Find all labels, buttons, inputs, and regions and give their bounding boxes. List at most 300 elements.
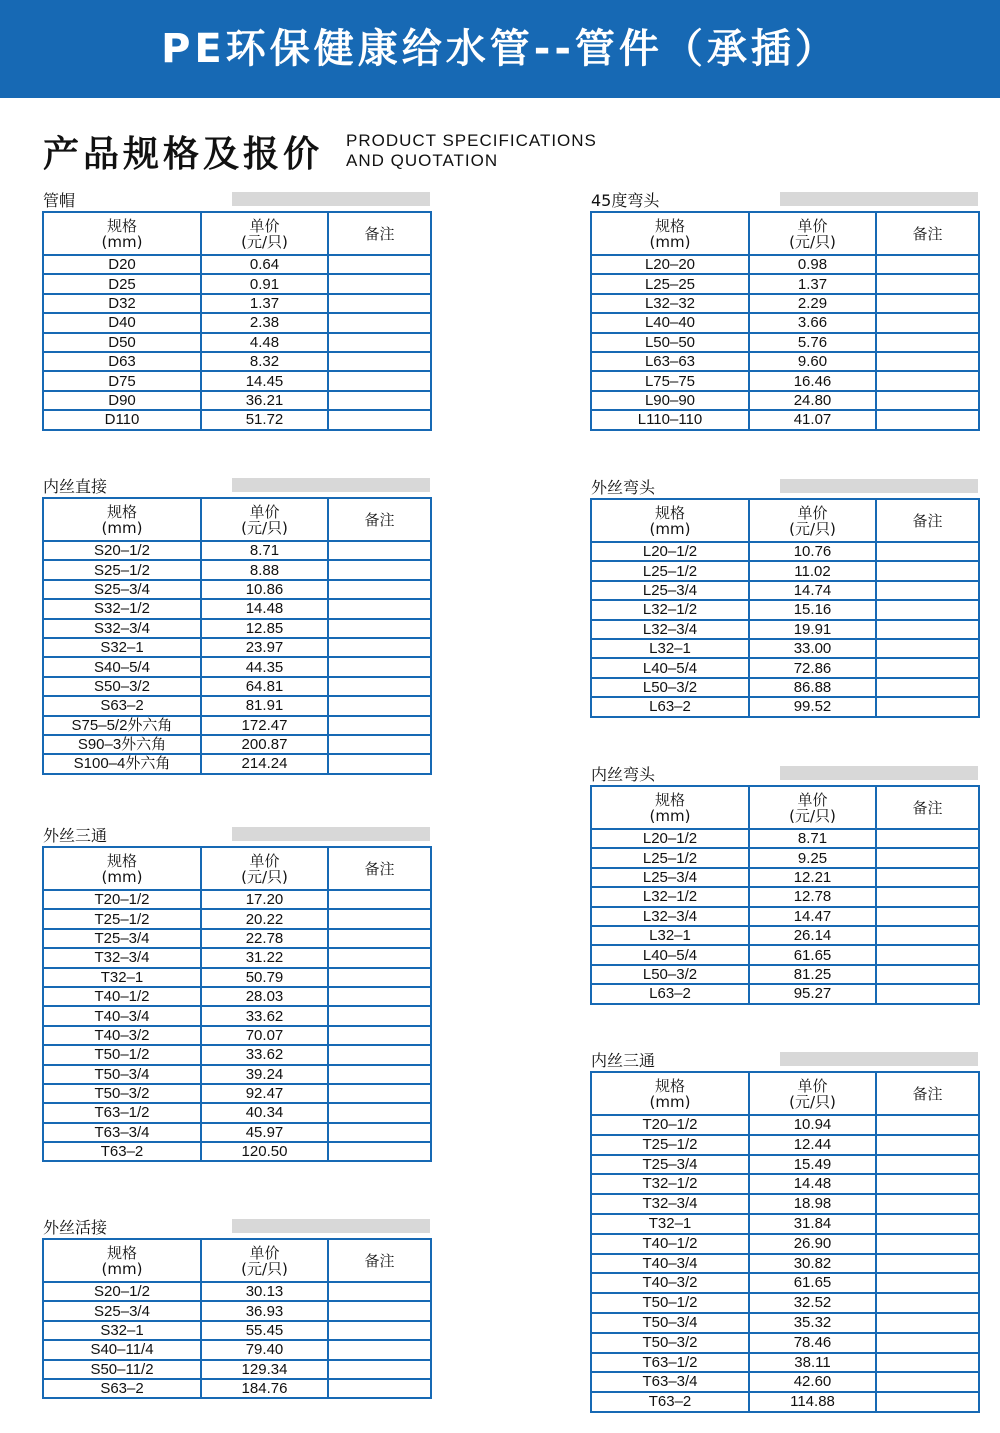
price-cell: 50.79 (201, 968, 328, 987)
price-column-header (749, 499, 876, 542)
spec-column-header (591, 786, 749, 829)
price-cell: 172.47 (201, 716, 328, 735)
spec-cell: S20–1/2 (43, 1282, 201, 1301)
note-cell (328, 1379, 431, 1398)
table-header-row (43, 498, 431, 541)
price-cell: 36.21 (201, 391, 328, 410)
note-cell (876, 868, 979, 887)
price-cell: 81.91 (201, 696, 328, 715)
table-row (43, 1065, 431, 1084)
note-cell (876, 274, 979, 293)
table-row (43, 410, 431, 429)
table-row (43, 1379, 431, 1398)
table-row (591, 868, 979, 887)
price-cell: 15.16 (749, 600, 876, 619)
note-cell (328, 352, 431, 371)
note-cell (328, 696, 431, 715)
spec-cell: S32–1/2 (43, 599, 201, 618)
spec-cell: T32–1/2 (591, 1174, 749, 1194)
price-cell: 28.03 (201, 987, 328, 1006)
price-cell: 19.91 (749, 620, 876, 639)
spec-cell: T50–3/2 (591, 1333, 749, 1353)
table-row (591, 542, 979, 561)
price-table (42, 1238, 432, 1399)
price-header-unit: (元/只) (241, 1259, 288, 1278)
price-cell: 31.84 (749, 1214, 876, 1234)
section-title: 外丝活接 (43, 1218, 108, 1237)
note-cell (328, 541, 431, 560)
spec-cell: T63–1/2 (591, 1353, 749, 1373)
table-row (43, 599, 431, 618)
section-header (590, 191, 978, 211)
table-row (591, 1135, 979, 1155)
table-row (43, 638, 431, 657)
spec-cell: L40–40 (591, 313, 749, 332)
table-row (591, 294, 979, 313)
price-cell: 2.38 (201, 313, 328, 332)
note-cell (328, 1006, 431, 1025)
table-header-row (591, 786, 979, 829)
spec-cell: T40–3/4 (43, 1006, 201, 1025)
note-cell (328, 968, 431, 987)
spec-cell: L25–3/4 (591, 581, 749, 600)
price-cell: 99.52 (749, 697, 876, 716)
table-row (591, 1214, 979, 1234)
table-header-row (591, 499, 979, 542)
price-cell: 24.80 (749, 391, 876, 410)
note-cell (328, 1123, 431, 1142)
spec-header-label: 规格 (654, 1076, 685, 1095)
price-cell: 61.65 (749, 1273, 876, 1293)
spec-column-header (591, 499, 749, 542)
note-cell (876, 1353, 979, 1373)
price-cell: 9.25 (749, 848, 876, 867)
section-title-bar (232, 192, 430, 206)
price-cell: 12.44 (749, 1135, 876, 1155)
price-cell: 17.20 (201, 890, 328, 909)
note-cell (876, 352, 979, 371)
note-cell (876, 887, 979, 906)
spec-cell: L32–1 (591, 926, 749, 945)
price-header-label: 单价 (797, 790, 828, 809)
price-cell: 64.81 (201, 677, 328, 696)
spec-cell: L40–5/4 (591, 658, 749, 677)
spec-cell: D25 (43, 274, 201, 293)
table-row (43, 909, 431, 928)
spec-cell: T40–3/4 (591, 1254, 749, 1274)
spec-cell: T40–1/2 (43, 987, 201, 1006)
note-cell (876, 620, 979, 639)
price-cell: 120.50 (201, 1142, 328, 1161)
table-header-row (591, 212, 979, 255)
section-female-elbow (590, 765, 978, 1005)
section-male-union (42, 1218, 430, 1399)
section-header (42, 826, 430, 846)
spec-header-label: 规格 (106, 851, 137, 870)
note-cell (876, 410, 979, 429)
table-row (591, 848, 979, 867)
spec-cell: D63 (43, 352, 201, 371)
page-heading: 产品规格及报价 (43, 134, 324, 175)
spec-column-header (591, 1072, 749, 1115)
table-row (591, 1293, 979, 1313)
note-cell (328, 1065, 431, 1084)
spec-header-unit: (mm) (101, 1259, 143, 1278)
note-cell (876, 561, 979, 580)
note-cell (876, 848, 979, 867)
section-title: 45度弯头 (591, 191, 660, 210)
price-cell: 14.74 (749, 581, 876, 600)
note-cell (876, 333, 979, 352)
spec-cell: T40–3/2 (43, 1026, 201, 1045)
spec-cell: D40 (43, 313, 201, 332)
note-cell (328, 754, 431, 773)
note-cell (876, 542, 979, 561)
table-row (591, 1174, 979, 1194)
price-header-label: 单价 (797, 1076, 828, 1095)
spec-cell: S50–3/2 (43, 677, 201, 696)
spec-header-unit: (mm) (649, 1092, 691, 1111)
price-column-header (201, 498, 328, 541)
table-row (43, 987, 431, 1006)
table-row (43, 391, 431, 410)
price-table (590, 785, 980, 1005)
table-row (43, 1103, 431, 1122)
note-cell (876, 1155, 979, 1175)
table-row (43, 696, 431, 715)
spec-cell: S40–5/4 (43, 657, 201, 676)
note-cell (876, 1214, 979, 1234)
note-cell (876, 697, 979, 716)
price-cell: 3.66 (749, 313, 876, 332)
price-cell: 8.71 (201, 541, 328, 560)
spec-cell: T63–2 (591, 1392, 749, 1412)
price-cell: 12.21 (749, 868, 876, 887)
section-title-bar (232, 478, 430, 492)
price-table (590, 498, 980, 718)
table-row (591, 658, 979, 677)
spec-cell: S63–2 (43, 696, 201, 715)
table-row (43, 1045, 431, 1064)
price-cell: 114.88 (749, 1392, 876, 1412)
table-row (591, 600, 979, 619)
spec-cell: L20–1/2 (591, 829, 749, 848)
spec-cell: S32–3/4 (43, 619, 201, 638)
note-cell (328, 580, 431, 599)
spec-cell: S25–3/4 (43, 580, 201, 599)
price-header-label: 单价 (249, 1243, 280, 1262)
price-cell: 30.82 (749, 1254, 876, 1274)
section-title: 内丝弯头 (591, 765, 656, 784)
price-header-unit: (元/只) (789, 806, 836, 825)
note-cell (876, 1333, 979, 1353)
spec-cell: S63–2 (43, 1379, 201, 1398)
table-row (591, 274, 979, 293)
price-cell: 79.40 (201, 1340, 328, 1359)
table-row (43, 890, 431, 909)
table-row (591, 639, 979, 658)
price-column-header (749, 1072, 876, 1115)
price-cell: 18.98 (749, 1194, 876, 1214)
price-table (590, 211, 980, 431)
table-row (591, 620, 979, 639)
price-cell: 33.00 (749, 639, 876, 658)
table-header-row (43, 1239, 431, 1282)
table-row (43, 1084, 431, 1103)
spec-cell: L25–25 (591, 274, 749, 293)
table-row (43, 1142, 431, 1161)
table-row (43, 1282, 431, 1301)
table-row (591, 333, 979, 352)
section-title-bar (780, 192, 978, 206)
table-row (591, 965, 979, 984)
note-cell (876, 255, 979, 274)
note-cell (328, 1142, 431, 1161)
price-header-unit: (元/只) (241, 232, 288, 251)
spec-header-label: 规格 (654, 216, 685, 235)
table-row (591, 1353, 979, 1373)
note-cell (876, 581, 979, 600)
note-cell (328, 1360, 431, 1379)
spec-header-label: 规格 (106, 502, 137, 521)
note-cell (328, 1045, 431, 1064)
note-cell (328, 1301, 431, 1320)
note-cell (876, 1293, 979, 1313)
note-cell (876, 313, 979, 332)
table-row (591, 255, 979, 274)
price-cell: 12.78 (749, 887, 876, 906)
table-row (43, 735, 431, 754)
spec-cell: S25–3/4 (43, 1301, 201, 1320)
note-column-header: 备注 (328, 212, 431, 255)
spec-cell: T25–3/4 (43, 929, 201, 948)
banner-title: PE环保健康给水管--管件（承插） (161, 26, 839, 72)
price-cell: 41.07 (749, 410, 876, 429)
price-column-header (749, 786, 876, 829)
table-row (591, 1194, 979, 1214)
price-cell: 42.60 (749, 1372, 876, 1392)
table-row (43, 274, 431, 293)
price-cell: 200.87 (201, 735, 328, 754)
spec-cell: S32–1 (43, 638, 201, 657)
table-row (591, 887, 979, 906)
note-cell (876, 1194, 979, 1214)
spec-cell: L50–3/2 (591, 965, 749, 984)
table-row (591, 1313, 979, 1333)
price-cell: 14.45 (201, 371, 328, 390)
price-cell: 10.86 (201, 580, 328, 599)
spec-cell: L63–2 (591, 984, 749, 1003)
spec-cell: T63–2 (43, 1142, 201, 1161)
spec-header-unit: (mm) (649, 519, 691, 538)
table-header-row (43, 212, 431, 255)
section-male-elbow (590, 478, 978, 718)
table-row (43, 1026, 431, 1045)
table-row (591, 1333, 979, 1353)
page-heading-english (346, 131, 597, 171)
note-cell (328, 1084, 431, 1103)
spec-cell: L32–1 (591, 639, 749, 658)
table-row (591, 829, 979, 848)
price-column-header (201, 847, 328, 890)
price-cell: 55.45 (201, 1321, 328, 1340)
table-row (591, 697, 979, 716)
spec-column-header (43, 847, 201, 890)
price-cell: 95.27 (749, 984, 876, 1003)
note-cell (328, 619, 431, 638)
spec-cell: T25–3/4 (591, 1155, 749, 1175)
table-row (43, 619, 431, 638)
price-table (590, 1071, 980, 1413)
spec-cell: S90–3外六角 (43, 735, 201, 754)
note-cell (328, 677, 431, 696)
spec-cell: L32–3/4 (591, 620, 749, 639)
price-header-label: 单价 (797, 503, 828, 522)
note-cell (876, 600, 979, 619)
note-cell (876, 1254, 979, 1274)
note-cell (328, 294, 431, 313)
note-cell (876, 1115, 979, 1135)
price-cell: 81.25 (749, 965, 876, 984)
price-cell: 12.85 (201, 619, 328, 638)
table-row (43, 968, 431, 987)
section-title: 外丝三通 (43, 826, 108, 845)
price-cell: 51.72 (201, 410, 328, 429)
price-cell: 72.86 (749, 658, 876, 677)
price-cell: 61.65 (749, 945, 876, 964)
note-cell (328, 560, 431, 579)
price-cell: 70.07 (201, 1026, 328, 1045)
note-cell (328, 987, 431, 1006)
note-cell (876, 907, 979, 926)
note-cell (876, 294, 979, 313)
price-column-header (201, 212, 328, 255)
note-cell (328, 255, 431, 274)
section-header (42, 477, 430, 497)
price-cell: 214.24 (201, 754, 328, 773)
table-row (591, 945, 979, 964)
table-row (43, 677, 431, 696)
note-cell (328, 410, 431, 429)
spec-header-label: 规格 (106, 216, 137, 235)
section-title: 管帽 (43, 191, 76, 210)
spec-cell: L32–3/4 (591, 907, 749, 926)
price-table (42, 846, 432, 1162)
table-row (43, 1321, 431, 1340)
spec-cell: T40–1/2 (591, 1234, 749, 1254)
price-cell: 22.78 (201, 929, 328, 948)
table-row (591, 907, 979, 926)
spec-cell: D50 (43, 333, 201, 352)
price-cell: 33.62 (201, 1006, 328, 1025)
price-cell: 5.76 (749, 333, 876, 352)
spec-column-header (591, 212, 749, 255)
price-header-unit: (元/只) (241, 867, 288, 886)
spec-cell: T32–1 (591, 1214, 749, 1234)
spec-cell: D90 (43, 391, 201, 410)
section-female-coupling (42, 477, 430, 775)
section-title-bar (780, 1052, 978, 1066)
table-row (43, 754, 431, 773)
spec-header-unit: (mm) (649, 806, 691, 825)
note-cell (328, 1103, 431, 1122)
price-header-unit: (元/只) (789, 232, 836, 251)
spec-cell: T50–1/2 (43, 1045, 201, 1064)
price-cell: 32.52 (749, 1293, 876, 1313)
spec-header-unit: (mm) (101, 518, 143, 537)
spec-cell: D110 (43, 410, 201, 429)
note-cell (328, 929, 431, 948)
spec-cell: T25–1/2 (591, 1135, 749, 1155)
price-header-label: 单价 (249, 851, 280, 870)
section-title: 内丝直接 (43, 477, 108, 496)
price-cell: 40.34 (201, 1103, 328, 1122)
spec-cell: L32–32 (591, 294, 749, 313)
table-row (43, 657, 431, 676)
spec-cell: L20–1/2 (591, 542, 749, 561)
spec-cell: T40–3/2 (591, 1273, 749, 1293)
section-title-bar (780, 479, 978, 493)
price-cell: 10.94 (749, 1115, 876, 1135)
heading-en-line2: AND QUOTATION (346, 151, 499, 170)
price-cell: 23.97 (201, 638, 328, 657)
table-header-row (591, 1072, 979, 1115)
spec-cell: L50–50 (591, 333, 749, 352)
note-column-header: 备注 (876, 499, 979, 542)
spec-cell: S40–11/4 (43, 1340, 201, 1359)
note-cell (876, 965, 979, 984)
price-column-header (749, 212, 876, 255)
section-pipe-cap (42, 191, 430, 431)
table-row (591, 313, 979, 332)
table-row (591, 1273, 979, 1293)
price-table (42, 497, 432, 775)
spec-cell: S75–5/2外六角 (43, 716, 201, 735)
note-cell (876, 1372, 979, 1392)
note-cell (876, 658, 979, 677)
price-cell: 36.93 (201, 1301, 328, 1320)
spec-cell: S32–1 (43, 1321, 201, 1340)
table-row (43, 580, 431, 599)
section-header (590, 765, 978, 785)
spec-cell: T50–3/4 (591, 1313, 749, 1333)
spec-cell: L90–90 (591, 391, 749, 410)
section-title: 外丝弯头 (591, 478, 656, 497)
table-row (591, 1155, 979, 1175)
table-row (43, 333, 431, 352)
spec-cell: L40–5/4 (591, 945, 749, 964)
note-cell (876, 984, 979, 1003)
price-cell: 8.71 (749, 829, 876, 848)
section-header (42, 1218, 430, 1238)
table-row (43, 352, 431, 371)
price-cell: 45.97 (201, 1123, 328, 1142)
price-cell: 44.35 (201, 657, 328, 676)
table-row (43, 1006, 431, 1025)
table-row (591, 581, 979, 600)
price-cell: 35.32 (749, 1313, 876, 1333)
price-cell: 9.60 (749, 352, 876, 371)
note-cell (328, 313, 431, 332)
price-header-unit: (元/只) (789, 519, 836, 538)
note-column-header: 备注 (328, 847, 431, 890)
price-cell: 33.62 (201, 1045, 328, 1064)
note-cell (876, 945, 979, 964)
note-cell (876, 926, 979, 945)
price-cell: 14.48 (749, 1174, 876, 1194)
spec-header-label: 规格 (106, 1243, 137, 1262)
price-cell: 26.90 (749, 1234, 876, 1254)
